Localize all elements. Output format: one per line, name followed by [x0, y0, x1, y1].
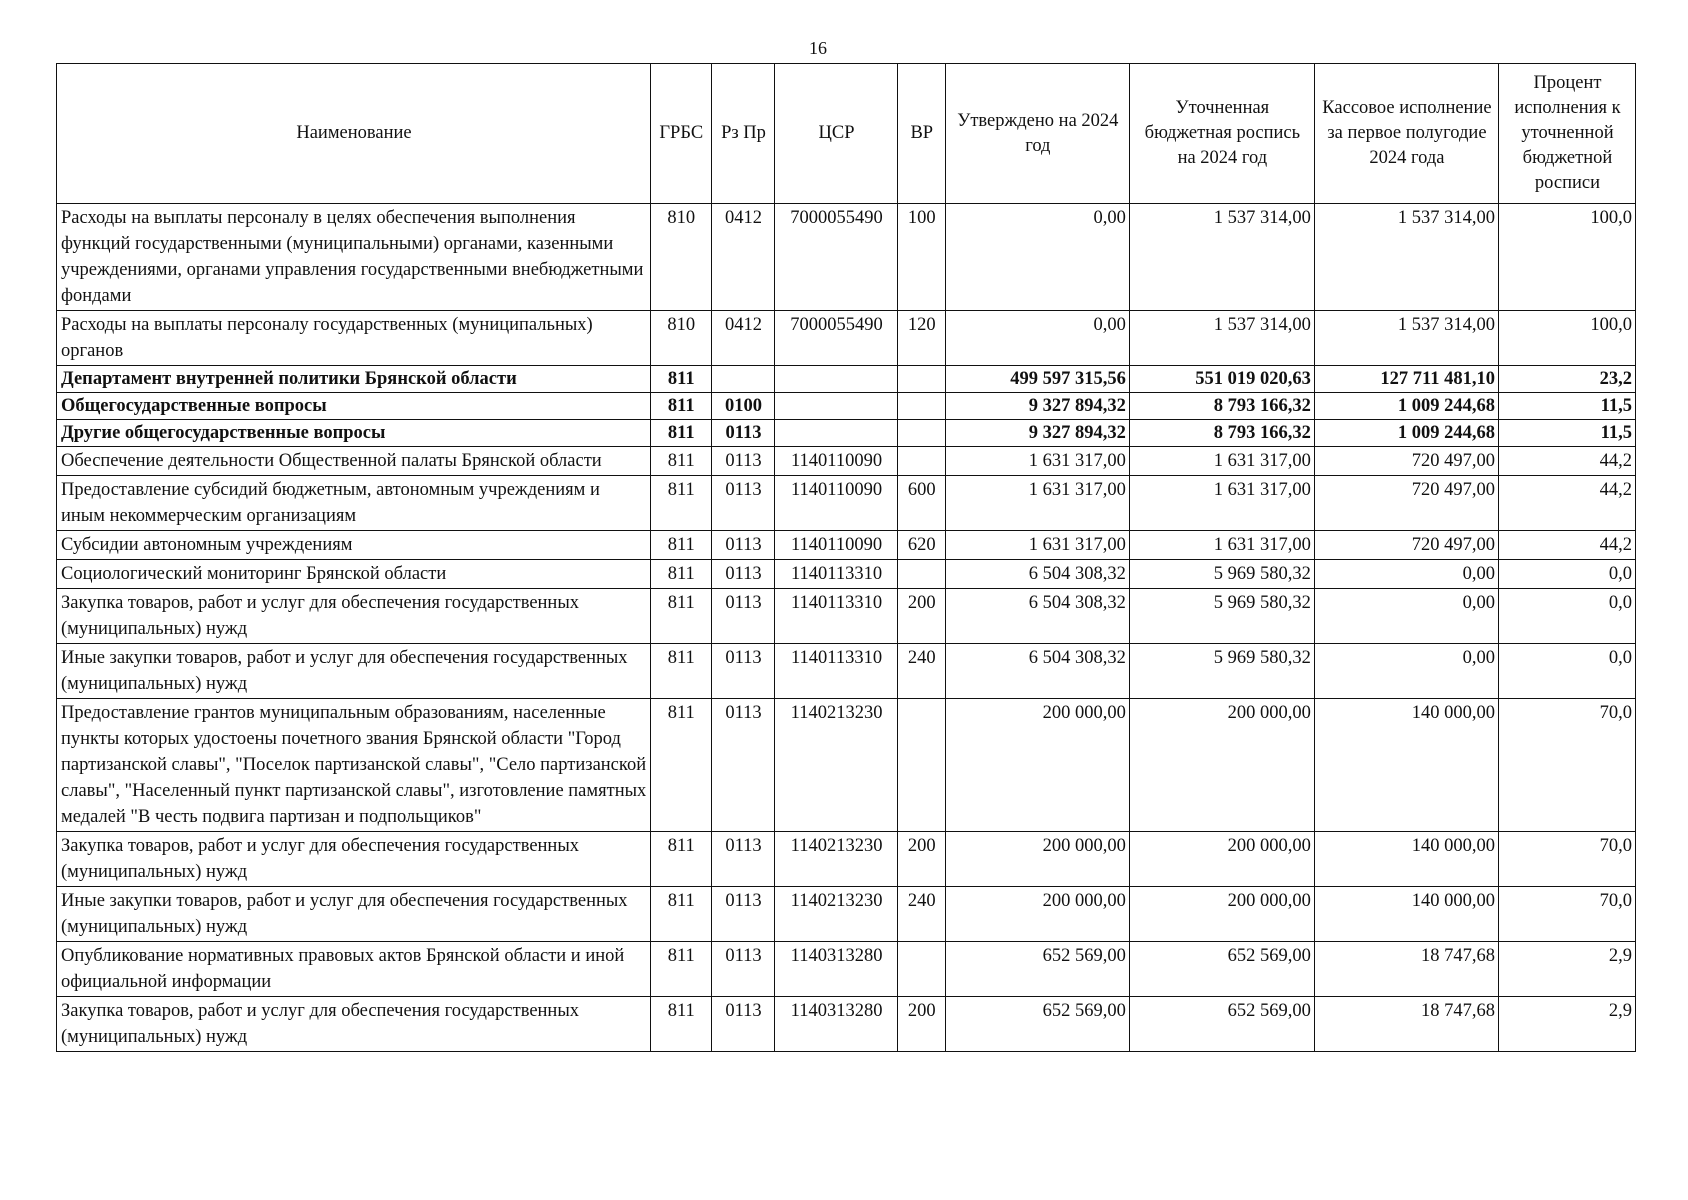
row-vr [897, 393, 945, 420]
header-refined: Уточненная бюджетная роспись на 2024 год [1129, 64, 1314, 204]
row-grbs: 811 [650, 366, 711, 393]
table-row [57, 204, 1636, 311]
row-csr: 1140110090 [775, 531, 897, 560]
row-rzpr: 0113 [711, 476, 775, 531]
row-executed: 0,00 [1314, 644, 1498, 699]
row-refined: 5 969 580,32 [1129, 644, 1314, 699]
row-vr [897, 420, 945, 447]
row-refined: 652 569,00 [1129, 942, 1314, 997]
table-header-row [57, 64, 1636, 204]
row-refined: 200 000,00 [1129, 832, 1314, 887]
row-name: Предоставление субсидий бюджетным, автономным учреждениям и иным некоммерческим организациям [57, 476, 651, 531]
row-vr: 100 [897, 204, 945, 311]
row-percent: 0,0 [1498, 589, 1635, 644]
table-row [57, 832, 1636, 887]
row-csr: 1140213230 [775, 887, 897, 942]
row-percent: 0,0 [1498, 560, 1635, 589]
row-approved: 200 000,00 [945, 699, 1129, 832]
row-approved: 9 327 894,32 [945, 393, 1129, 420]
header-rzpr: Рз Пр [711, 64, 775, 204]
row-rzpr: 0113 [711, 887, 775, 942]
row-executed: 720 497,00 [1314, 531, 1498, 560]
row-csr: 1140113310 [775, 589, 897, 644]
row-executed: 140 000,00 [1314, 832, 1498, 887]
row-rzpr: 0113 [711, 420, 775, 447]
row-refined: 652 569,00 [1129, 997, 1314, 1052]
row-grbs: 811 [650, 832, 711, 887]
row-csr: 1140113310 [775, 644, 897, 699]
row-vr: 600 [897, 476, 945, 531]
row-refined: 1 537 314,00 [1129, 204, 1314, 311]
row-approved: 1 631 317,00 [945, 531, 1129, 560]
row-csr: 7000055490 [775, 311, 897, 366]
row-name: Расходы на выплаты персоналу государственных (муниципальных) органов [57, 311, 651, 366]
row-grbs: 811 [650, 942, 711, 997]
row-vr [897, 366, 945, 393]
row-approved: 6 504 308,32 [945, 560, 1129, 589]
row-percent: 11,5 [1498, 420, 1635, 447]
header-vr: ВР [897, 64, 945, 204]
header-grbs: ГРБС [650, 64, 711, 204]
row-grbs: 811 [650, 589, 711, 644]
row-vr [897, 699, 945, 832]
row-percent: 44,2 [1498, 531, 1635, 560]
row-csr: 1140110090 [775, 447, 897, 476]
row-percent: 44,2 [1498, 476, 1635, 531]
row-percent: 23,2 [1498, 366, 1635, 393]
row-csr: 1140110090 [775, 476, 897, 531]
row-executed: 127 711 481,10 [1314, 366, 1498, 393]
table-row [57, 644, 1636, 699]
row-approved: 499 597 315,56 [945, 366, 1129, 393]
row-refined: 1 631 317,00 [1129, 447, 1314, 476]
row-percent: 70,0 [1498, 887, 1635, 942]
row-vr: 620 [897, 531, 945, 560]
row-rzpr: 0113 [711, 531, 775, 560]
row-refined: 551 019 020,63 [1129, 366, 1314, 393]
row-refined: 200 000,00 [1129, 699, 1314, 832]
row-percent: 2,9 [1498, 997, 1635, 1052]
row-rzpr: 0113 [711, 560, 775, 589]
table-row [57, 699, 1636, 832]
budget-execution-table [56, 63, 1636, 1052]
row-approved: 652 569,00 [945, 997, 1129, 1052]
row-grbs: 811 [650, 476, 711, 531]
row-rzpr: 0100 [711, 393, 775, 420]
row-approved: 200 000,00 [945, 832, 1129, 887]
row-refined: 200 000,00 [1129, 887, 1314, 942]
row-percent: 0,0 [1498, 644, 1635, 699]
row-executed: 140 000,00 [1314, 887, 1498, 942]
row-executed: 1 537 314,00 [1314, 311, 1498, 366]
row-rzpr: 0412 [711, 311, 775, 366]
row-csr: 1140313280 [775, 942, 897, 997]
row-grbs: 810 [650, 311, 711, 366]
row-csr: 1140113310 [775, 560, 897, 589]
table-row [57, 531, 1636, 560]
row-name: Опубликование нормативных правовых актов Брянской области и иной официальной информации [57, 942, 651, 997]
table-row [57, 997, 1636, 1052]
row-rzpr: 0113 [711, 699, 775, 832]
row-approved: 0,00 [945, 204, 1129, 311]
row-name: Департамент внутренней политики Брянской области [57, 366, 651, 393]
row-refined: 5 969 580,32 [1129, 560, 1314, 589]
row-percent: 70,0 [1498, 699, 1635, 832]
row-executed: 720 497,00 [1314, 476, 1498, 531]
table-row [57, 366, 1636, 393]
row-grbs: 811 [650, 997, 711, 1052]
table-row [57, 393, 1636, 420]
row-name: Другие общегосударственные вопросы [57, 420, 651, 447]
row-percent: 2,9 [1498, 942, 1635, 997]
row-percent: 100,0 [1498, 311, 1635, 366]
header-executed: Кассовое исполнение за первое полугодие 2024 года [1314, 64, 1498, 204]
row-vr: 200 [897, 589, 945, 644]
row-csr [775, 366, 897, 393]
row-approved: 0,00 [945, 311, 1129, 366]
row-name: Закупка товаров, работ и услуг для обеспечения государственных (муниципальных) нужд [57, 997, 651, 1052]
row-csr: 1140213230 [775, 699, 897, 832]
row-vr: 240 [897, 644, 945, 699]
row-name: Социологический мониторинг Брянской области [57, 560, 651, 589]
row-name: Расходы на выплаты персоналу в целях обеспечения выполнения функций государственными (муниципальными) органами, казенными учреждениями, органами управления государственными внебюджетными фондами [57, 204, 651, 311]
header-percent: Процент исполнения к уточненной бюджетной росписи [1498, 64, 1635, 204]
row-grbs: 811 [650, 447, 711, 476]
row-refined: 1 537 314,00 [1129, 311, 1314, 366]
row-executed: 0,00 [1314, 589, 1498, 644]
page-number: 16 [809, 38, 827, 58]
row-grbs: 811 [650, 393, 711, 420]
row-vr: 120 [897, 311, 945, 366]
row-rzpr: 0113 [711, 942, 775, 997]
row-vr [897, 942, 945, 997]
row-rzpr: 0113 [711, 832, 775, 887]
row-executed: 18 747,68 [1314, 942, 1498, 997]
row-csr: 1140213230 [775, 832, 897, 887]
row-grbs: 811 [650, 699, 711, 832]
row-rzpr: 0113 [711, 644, 775, 699]
row-csr: 7000055490 [775, 204, 897, 311]
row-percent: 11,5 [1498, 393, 1635, 420]
table-row [57, 560, 1636, 589]
row-grbs: 811 [650, 560, 711, 589]
row-executed: 1 009 244,68 [1314, 393, 1498, 420]
row-grbs: 811 [650, 887, 711, 942]
header-name: Наименование [57, 64, 651, 204]
row-vr: 200 [897, 997, 945, 1052]
table-row [57, 311, 1636, 366]
row-approved: 6 504 308,32 [945, 644, 1129, 699]
table-row [57, 447, 1636, 476]
row-approved: 1 631 317,00 [945, 476, 1129, 531]
table-row [57, 942, 1636, 997]
row-rzpr: 0412 [711, 204, 775, 311]
row-executed: 1 537 314,00 [1314, 204, 1498, 311]
row-approved: 200 000,00 [945, 887, 1129, 942]
row-executed: 0,00 [1314, 560, 1498, 589]
row-name: Иные закупки товаров, работ и услуг для обеспечения государственных (муниципальных) нужд [57, 887, 651, 942]
row-rzpr: 0113 [711, 997, 775, 1052]
row-executed: 1 009 244,68 [1314, 420, 1498, 447]
row-refined: 5 969 580,32 [1129, 589, 1314, 644]
row-approved: 652 569,00 [945, 942, 1129, 997]
table-row [57, 420, 1636, 447]
row-rzpr: 0113 [711, 447, 775, 476]
row-refined: 8 793 166,32 [1129, 393, 1314, 420]
row-name: Субсидии автономным учреждениям [57, 531, 651, 560]
row-grbs: 810 [650, 204, 711, 311]
row-approved: 9 327 894,32 [945, 420, 1129, 447]
row-rzpr: 0113 [711, 589, 775, 644]
row-vr: 240 [897, 887, 945, 942]
row-vr [897, 560, 945, 589]
table-row [57, 589, 1636, 644]
row-name: Закупка товаров, работ и услуг для обеспечения государственных (муниципальных) нужд [57, 832, 651, 887]
row-name: Обеспечение деятельности Общественной палаты Брянской области [57, 447, 651, 476]
row-grbs: 811 [650, 420, 711, 447]
row-executed: 18 747,68 [1314, 997, 1498, 1052]
row-approved: 1 631 317,00 [945, 447, 1129, 476]
row-vr [897, 447, 945, 476]
row-name: Закупка товаров, работ и услуг для обеспечения государственных (муниципальных) нужд [57, 589, 651, 644]
table-row [57, 476, 1636, 531]
row-name: Предоставление грантов муниципальным образованиям, населенные пункты которых удостоены почетного звания Брянской области "Город партизанской славы", "Поселок партизанской славы", "Село партизанской славы", "Населенный пункт партизанской славы", изготовление памятных медалей "В честь подвига партизан и подпольщиков" [57, 699, 651, 832]
table-row [57, 887, 1636, 942]
row-refined: 1 631 317,00 [1129, 476, 1314, 531]
row-refined: 8 793 166,32 [1129, 420, 1314, 447]
row-grbs: 811 [650, 644, 711, 699]
header-approved: Утверждено на 2024 год [945, 64, 1129, 204]
row-executed: 720 497,00 [1314, 447, 1498, 476]
row-grbs: 811 [650, 531, 711, 560]
row-csr: 1140313280 [775, 997, 897, 1052]
row-name: Иные закупки товаров, работ и услуг для обеспечения государственных (муниципальных) нужд [57, 644, 651, 699]
row-percent: 70,0 [1498, 832, 1635, 887]
row-vr: 200 [897, 832, 945, 887]
row-percent: 44,2 [1498, 447, 1635, 476]
row-csr [775, 420, 897, 447]
row-percent: 100,0 [1498, 204, 1635, 311]
row-approved: 6 504 308,32 [945, 589, 1129, 644]
row-name: Общегосударственные вопросы [57, 393, 651, 420]
header-csr: ЦСР [775, 64, 897, 204]
row-rzpr [711, 366, 775, 393]
row-executed: 140 000,00 [1314, 699, 1498, 832]
row-refined: 1 631 317,00 [1129, 531, 1314, 560]
row-csr [775, 393, 897, 420]
